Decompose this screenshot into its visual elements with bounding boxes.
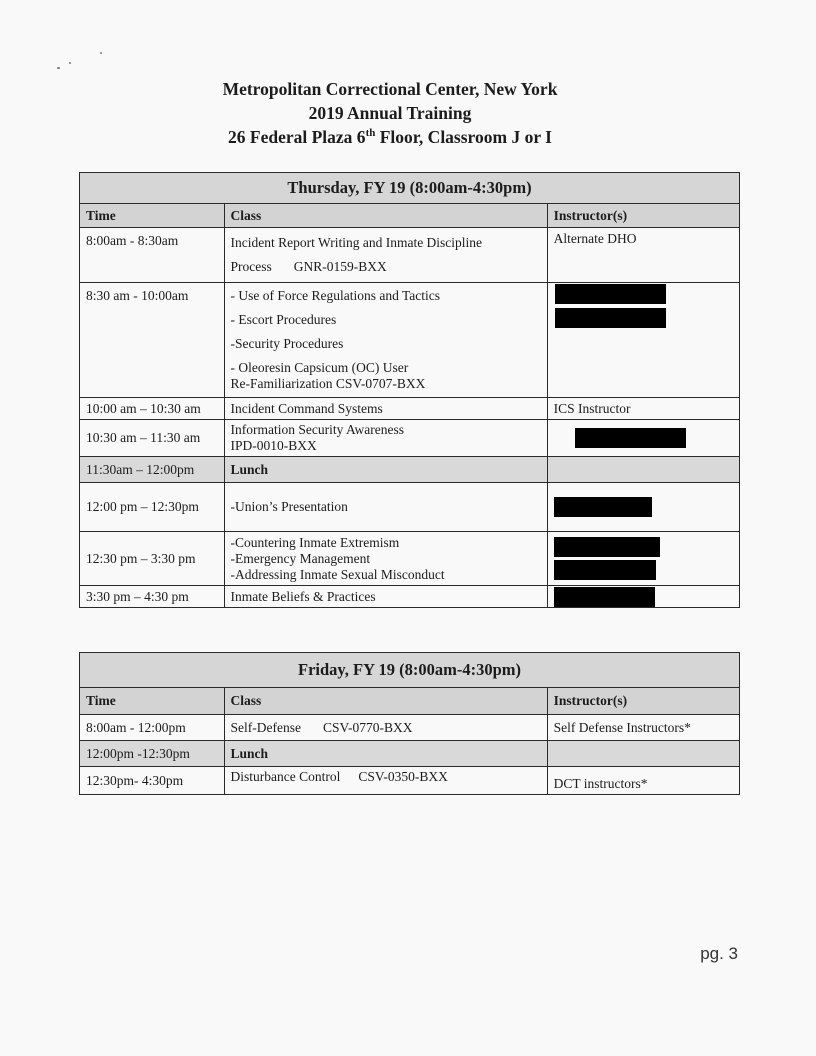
- table-row: [80, 715, 740, 741]
- row-time: 8:30 am - 10:00am: [80, 283, 225, 398]
- scan-speck: [100, 52, 102, 54]
- table-row: [80, 228, 740, 283]
- table-row: [80, 283, 740, 398]
- table-title-row: [80, 173, 740, 204]
- redaction-block: [554, 537, 660, 557]
- column-header-instructor: Instructor(s): [547, 204, 739, 228]
- header-training-title: 2019 Annual Training: [308, 103, 472, 123]
- column-header-class: Class: [224, 204, 547, 228]
- table-row: [80, 532, 740, 586]
- row-time: 11:30am – 12:00pm: [80, 457, 225, 483]
- row-time: 10:00 am – 10:30 am: [80, 398, 225, 420]
- column-header-time: Time: [80, 204, 225, 228]
- redaction-block: [554, 587, 655, 607]
- column-header-class: Class: [224, 688, 547, 715]
- table-row-lunch: [80, 741, 740, 767]
- table-row: [80, 483, 740, 532]
- course-code: CSV-0770-BXX: [323, 719, 413, 735]
- course-code: GNR-0159-BXX: [293, 259, 387, 274]
- course-code: CSV-0350-BXX: [358, 769, 448, 784]
- row-time: 10:30 am – 11:30 am: [80, 420, 225, 457]
- row-class: -Union’s Presentation: [224, 483, 547, 532]
- table-row: [80, 767, 740, 795]
- row-class: Information Security Awareness IPD-0010-BXX: [224, 420, 547, 457]
- row-instructor: DCT instructors*: [547, 767, 739, 795]
- redaction-block: [555, 284, 666, 304]
- row-time: 12:30 pm – 3:30 pm: [80, 532, 225, 586]
- row-instructor: [547, 483, 739, 532]
- table-row: [80, 398, 740, 420]
- header-institution: Metropolitan Correctional Center, New York: [222, 79, 558, 99]
- table-row: [80, 586, 740, 608]
- row-class: Incident Report Writing and Inmate Discipline Process GNR-0159-BXX: [224, 228, 547, 283]
- row-class: Incident Command Systems: [224, 398, 547, 420]
- redaction-block: [554, 560, 656, 580]
- row-instructor: ICS Instructor: [547, 398, 739, 420]
- table-title-row: [80, 653, 740, 688]
- row-class: Lunch: [224, 457, 547, 483]
- row-instructor: [547, 457, 739, 483]
- row-instructor: [547, 586, 739, 608]
- row-time: 12:30pm- 4:30pm: [80, 767, 225, 795]
- header-location: 26 Federal Plaza 6th Floor, Classroom J or I: [228, 127, 552, 147]
- row-instructor: [547, 741, 739, 767]
- table-header-row: [80, 688, 740, 715]
- friday-schedule-table: [79, 652, 740, 795]
- row-class: Inmate Beliefs & Practices: [224, 586, 547, 608]
- redaction-block: [575, 428, 686, 448]
- table-row-lunch: [80, 457, 740, 483]
- column-header-time: Time: [80, 688, 225, 715]
- row-class: - Use of Force Regulations and Tactics - Escort Procedures -Security Procedures - Oleoresin Capsicum (OC) User Re-Familiarization CSV-0707-BXX: [224, 283, 547, 398]
- row-time: 3:30 pm – 4:30 pm: [80, 586, 225, 608]
- thursday-schedule-table: [79, 172, 740, 608]
- row-class: Lunch: [224, 741, 547, 767]
- thursday-title: Thursday, FY 19 (8:00am-4:30pm): [80, 173, 740, 204]
- table-row: [80, 420, 740, 457]
- redaction-block: [554, 497, 652, 517]
- row-class: -Countering Inmate Extremism -Emergency Management -Addressing Inmate Sexual Misconduct: [224, 532, 547, 586]
- document-header: [0, 77, 780, 149]
- redaction-block: [555, 308, 666, 328]
- friday-title: Friday, FY 19 (8:00am-4:30pm): [80, 653, 740, 688]
- row-instructor: [547, 283, 739, 398]
- row-time: 12:00pm -12:30pm: [80, 741, 225, 767]
- row-instructor: [547, 420, 739, 457]
- row-class: Disturbance Control CSV-0350-BXX: [224, 767, 547, 795]
- page-number: pg. 3: [700, 944, 738, 963]
- row-time: 12:00 pm – 12:30pm: [80, 483, 225, 532]
- row-time: 8:00am - 8:30am: [80, 228, 225, 283]
- row-instructor: Alternate DHO: [547, 228, 739, 283]
- row-time: 8:00am - 12:00pm: [80, 715, 225, 741]
- row-instructor: Self Defense Instructors*: [547, 715, 739, 741]
- column-header-instructor: Instructor(s): [547, 688, 739, 715]
- scan-speck: [57, 67, 60, 69]
- scan-speck: [69, 62, 71, 64]
- row-class: Self-Defense CSV-0770-BXX: [224, 715, 547, 741]
- row-instructor: [547, 532, 739, 586]
- table-header-row: [80, 204, 740, 228]
